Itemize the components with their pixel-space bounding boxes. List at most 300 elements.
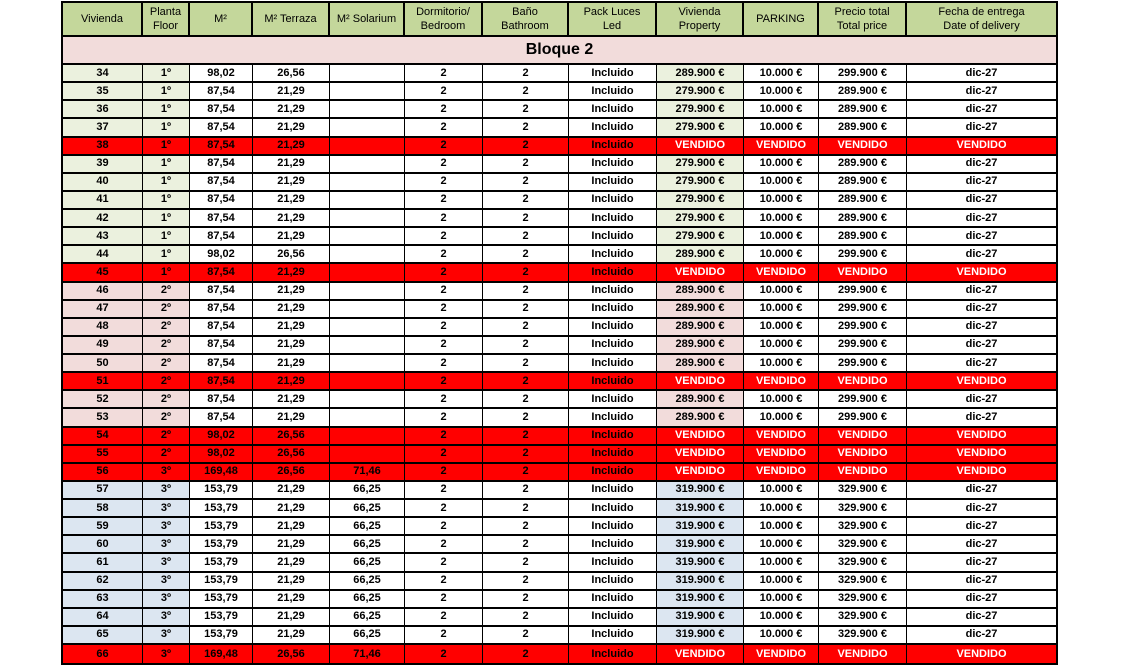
cell-dormitorio: 2 xyxy=(405,645,483,663)
cell-planta-floor: 3º xyxy=(143,482,190,500)
cell-planta-floor: 2º xyxy=(143,301,190,319)
cell-dormitorio: 2 xyxy=(405,319,483,337)
cell-bano: 2 xyxy=(483,283,569,301)
cell-delivery-date: dic-27 xyxy=(907,573,1056,591)
cell-m2-solarium xyxy=(330,138,405,156)
cell-planta-floor: 1º xyxy=(143,83,190,101)
cell-m2: 98,02 xyxy=(190,428,253,446)
cell-dormitorio: 2 xyxy=(405,138,483,156)
cell-bano: 2 xyxy=(483,156,569,174)
cell-pack-luces-led: Incluido xyxy=(569,409,657,427)
cell-property-price: 279.900 € xyxy=(657,192,744,210)
cell-delivery-date: dic-27 xyxy=(907,319,1056,337)
cell-total-price: 329.900 € xyxy=(819,500,907,518)
cell-dormitorio: 2 xyxy=(405,156,483,174)
cell-total-price: 289.900 € xyxy=(819,192,907,210)
cell-m2-solarium xyxy=(330,428,405,446)
cell-total-price: VENDIDO xyxy=(819,464,907,482)
cell-pack-luces-led: Incluido xyxy=(569,228,657,246)
cell-m2: 87,54 xyxy=(190,264,253,282)
cell-dormitorio: 2 xyxy=(405,373,483,391)
cell-m2-terraza: 21,29 xyxy=(253,264,330,282)
cell-property-price: 319.900 € xyxy=(657,482,744,500)
cell-delivery-date: dic-27 xyxy=(907,156,1056,174)
cell-total-price: 329.900 € xyxy=(819,591,907,609)
cell-total-price: 299.900 € xyxy=(819,337,907,355)
cell-m2-solarium: 66,25 xyxy=(330,518,405,536)
cell-m2-terraza: 21,29 xyxy=(253,609,330,627)
table-row xyxy=(63,536,1056,554)
cell-bano: 2 xyxy=(483,409,569,427)
cell-dormitorio: 2 xyxy=(405,119,483,137)
cell-m2-solarium xyxy=(330,101,405,119)
cell-vivienda: 52 xyxy=(63,391,143,409)
cell-m2-terraza: 21,29 xyxy=(253,101,330,119)
cell-m2-terraza: 21,29 xyxy=(253,536,330,554)
cell-m2-solarium xyxy=(330,65,405,83)
cell-delivery-date: dic-27 xyxy=(907,500,1056,518)
table-row xyxy=(63,301,1056,319)
cell-pack-luces-led: Incluido xyxy=(569,627,657,645)
cell-pack-luces-led: Incluido xyxy=(569,464,657,482)
cell-vivienda: 49 xyxy=(63,337,143,355)
cell-m2-solarium xyxy=(330,156,405,174)
cell-dormitorio: 2 xyxy=(405,301,483,319)
cell-m2-terraza: 21,29 xyxy=(253,591,330,609)
cell-vivienda: 39 xyxy=(63,156,143,174)
cell-bano: 2 xyxy=(483,337,569,355)
cell-dormitorio: 2 xyxy=(405,83,483,101)
cell-planta-floor: 2º xyxy=(143,337,190,355)
cell-total-price: 299.900 € xyxy=(819,409,907,427)
cell-delivery-date: dic-27 xyxy=(907,554,1056,572)
cell-planta-floor: 3º xyxy=(143,464,190,482)
cell-property-price: 289.900 € xyxy=(657,301,744,319)
cell-m2-solarium xyxy=(330,246,405,264)
cell-m2: 87,54 xyxy=(190,301,253,319)
cell-delivery-date: dic-27 xyxy=(907,536,1056,554)
table-row xyxy=(63,409,1056,427)
cell-pack-luces-led: Incluido xyxy=(569,138,657,156)
cell-bano: 2 xyxy=(483,627,569,645)
cell-pack-luces-led: Incluido xyxy=(569,591,657,609)
cell-m2-terraza: 21,29 xyxy=(253,283,330,301)
cell-delivery-date: dic-27 xyxy=(907,518,1056,536)
cell-pack-luces-led: Incluido xyxy=(569,156,657,174)
cell-vivienda: 44 xyxy=(63,246,143,264)
cell-bano: 2 xyxy=(483,65,569,83)
cell-parking-price: 10.000 € xyxy=(744,156,819,174)
cell-property-price: 289.900 € xyxy=(657,409,744,427)
table-row xyxy=(63,246,1056,264)
cell-dormitorio: 2 xyxy=(405,446,483,464)
cell-planta-floor: 2º xyxy=(143,409,190,427)
cell-m2-solarium xyxy=(330,192,405,210)
cell-m2: 87,54 xyxy=(190,283,253,301)
cell-planta-floor: 1º xyxy=(143,138,190,156)
cell-pack-luces-led: Incluido xyxy=(569,373,657,391)
cell-dormitorio: 2 xyxy=(405,464,483,482)
cell-property-price: VENDIDO xyxy=(657,264,744,282)
cell-property-price: 279.900 € xyxy=(657,174,744,192)
table-row xyxy=(63,591,1056,609)
cell-total-price: 289.900 € xyxy=(819,174,907,192)
cell-vivienda: 61 xyxy=(63,554,143,572)
cell-parking-price: VENDIDO xyxy=(744,645,819,663)
cell-m2-terraza: 26,56 xyxy=(253,464,330,482)
cell-parking-price: 10.000 € xyxy=(744,482,819,500)
cell-property-price: 319.900 € xyxy=(657,573,744,591)
cell-dormitorio: 2 xyxy=(405,591,483,609)
cell-parking-price: 10.000 € xyxy=(744,536,819,554)
cell-pack-luces-led: Incluido xyxy=(569,482,657,500)
cell-vivienda: 57 xyxy=(63,482,143,500)
table-row xyxy=(63,355,1056,373)
cell-bano: 2 xyxy=(483,301,569,319)
column-header-m2: M² xyxy=(190,3,253,37)
cell-m2-solarium: 66,25 xyxy=(330,500,405,518)
cell-total-price: 329.900 € xyxy=(819,518,907,536)
cell-delivery-date: VENDIDO xyxy=(907,138,1056,156)
table-row xyxy=(63,609,1056,627)
cell-delivery-date: VENDIDO xyxy=(907,373,1056,391)
cell-pack-luces-led: Incluido xyxy=(569,573,657,591)
cell-m2: 87,54 xyxy=(190,156,253,174)
cell-dormitorio: 2 xyxy=(405,174,483,192)
cell-delivery-date: dic-27 xyxy=(907,409,1056,427)
cell-total-price: 299.900 € xyxy=(819,246,907,264)
cell-total-price: VENDIDO xyxy=(819,373,907,391)
cell-total-price: 299.900 € xyxy=(819,283,907,301)
cell-parking-price: 10.000 € xyxy=(744,518,819,536)
cell-property-price: 319.900 € xyxy=(657,591,744,609)
cell-delivery-date: dic-27 xyxy=(907,391,1056,409)
cell-bano: 2 xyxy=(483,246,569,264)
cell-planta-floor: 1º xyxy=(143,264,190,282)
table-row xyxy=(63,138,1056,156)
cell-delivery-date: dic-27 xyxy=(907,301,1056,319)
cell-property-price: 319.900 € xyxy=(657,554,744,572)
cell-property-price: VENDIDO xyxy=(657,373,744,391)
table-row xyxy=(63,210,1056,228)
cell-parking-price: 10.000 € xyxy=(744,409,819,427)
cell-vivienda: 54 xyxy=(63,428,143,446)
cell-pack-luces-led: Incluido xyxy=(569,65,657,83)
column-header-dormitorio: Dormitorio/ Bedroom xyxy=(405,3,483,37)
cell-vivienda: 45 xyxy=(63,264,143,282)
cell-parking-price: 10.000 € xyxy=(744,554,819,572)
cell-vivienda: 41 xyxy=(63,192,143,210)
cell-m2-solarium xyxy=(330,355,405,373)
cell-delivery-date: dic-27 xyxy=(907,192,1056,210)
cell-property-price: 319.900 € xyxy=(657,518,744,536)
cell-m2: 153,79 xyxy=(190,482,253,500)
cell-planta-floor: 2º xyxy=(143,355,190,373)
cell-property-price: VENDIDO xyxy=(657,645,744,663)
cell-bano: 2 xyxy=(483,518,569,536)
cell-parking-price: 10.000 € xyxy=(744,210,819,228)
cell-parking-price: 10.000 € xyxy=(744,301,819,319)
cell-vivienda: 65 xyxy=(63,627,143,645)
cell-planta-floor: 3º xyxy=(143,518,190,536)
cell-dormitorio: 2 xyxy=(405,355,483,373)
cell-vivienda: 66 xyxy=(63,645,143,663)
cell-property-price: 289.900 € xyxy=(657,65,744,83)
cell-m2-solarium xyxy=(330,83,405,101)
cell-pack-luces-led: Incluido xyxy=(569,192,657,210)
cell-vivienda: 64 xyxy=(63,609,143,627)
cell-delivery-date: VENDIDO xyxy=(907,428,1056,446)
cell-pack-luces-led: Incluido xyxy=(569,609,657,627)
cell-dormitorio: 2 xyxy=(405,228,483,246)
cell-vivienda: 35 xyxy=(63,83,143,101)
column-header-total: Precio total Total price xyxy=(819,3,907,37)
cell-m2-solarium: 66,25 xyxy=(330,591,405,609)
cell-property-price: 289.900 € xyxy=(657,283,744,301)
cell-bano: 2 xyxy=(483,83,569,101)
cell-planta-floor: 1º xyxy=(143,65,190,83)
cell-total-price: 299.900 € xyxy=(819,301,907,319)
cell-pack-luces-led: Incluido xyxy=(569,246,657,264)
cell-vivienda: 46 xyxy=(63,283,143,301)
cell-planta-floor: 3º xyxy=(143,645,190,663)
cell-property-price: 289.900 € xyxy=(657,355,744,373)
cell-m2: 87,54 xyxy=(190,319,253,337)
cell-m2-terraza: 21,29 xyxy=(253,301,330,319)
cell-bano: 2 xyxy=(483,228,569,246)
cell-dormitorio: 2 xyxy=(405,428,483,446)
cell-m2: 87,54 xyxy=(190,101,253,119)
cell-m2: 98,02 xyxy=(190,446,253,464)
cell-parking-price: 10.000 € xyxy=(744,192,819,210)
cell-m2-solarium: 66,25 xyxy=(330,554,405,572)
cell-parking-price: 10.000 € xyxy=(744,609,819,627)
cell-delivery-date: dic-27 xyxy=(907,609,1056,627)
cell-property-price: 279.900 € xyxy=(657,156,744,174)
cell-bano: 2 xyxy=(483,101,569,119)
cell-m2-solarium: 71,46 xyxy=(330,464,405,482)
cell-m2-solarium xyxy=(330,174,405,192)
cell-vivienda: 48 xyxy=(63,319,143,337)
cell-parking-price: VENDIDO xyxy=(744,428,819,446)
cell-m2: 153,79 xyxy=(190,609,253,627)
cell-vivienda: 34 xyxy=(63,65,143,83)
cell-planta-floor: 3º xyxy=(143,573,190,591)
cell-dormitorio: 2 xyxy=(405,554,483,572)
table-row xyxy=(63,119,1056,137)
cell-parking-price: 10.000 € xyxy=(744,355,819,373)
cell-planta-floor: 1º xyxy=(143,246,190,264)
cell-m2-solarium: 66,25 xyxy=(330,627,405,645)
cell-delivery-date: dic-27 xyxy=(907,337,1056,355)
cell-property-price: VENDIDO xyxy=(657,464,744,482)
cell-planta-floor: 1º xyxy=(143,174,190,192)
cell-total-price: 329.900 € xyxy=(819,482,907,500)
cell-delivery-date: dic-27 xyxy=(907,174,1056,192)
cell-m2: 153,79 xyxy=(190,591,253,609)
table-row xyxy=(63,319,1056,337)
cell-property-price: 289.900 € xyxy=(657,337,744,355)
column-header-terraza: M² Terraza xyxy=(253,3,330,37)
cell-delivery-date: dic-27 xyxy=(907,101,1056,119)
cell-dormitorio: 2 xyxy=(405,264,483,282)
cell-planta-floor: 2º xyxy=(143,373,190,391)
table-row xyxy=(63,264,1056,282)
cell-delivery-date: VENDIDO xyxy=(907,464,1056,482)
cell-planta-floor: 1º xyxy=(143,192,190,210)
cell-delivery-date: dic-27 xyxy=(907,283,1056,301)
cell-dormitorio: 2 xyxy=(405,573,483,591)
column-header-vivienda: Vivienda xyxy=(63,3,143,37)
cell-total-price: 329.900 € xyxy=(819,627,907,645)
table-row xyxy=(63,156,1056,174)
table-row xyxy=(63,645,1056,663)
cell-parking-price: 10.000 € xyxy=(744,83,819,101)
cell-property-price: 289.900 € xyxy=(657,391,744,409)
cell-m2-terraza: 21,29 xyxy=(253,518,330,536)
cell-delivery-date: dic-27 xyxy=(907,210,1056,228)
cell-parking-price: VENDIDO xyxy=(744,446,819,464)
cell-m2-solarium: 71,46 xyxy=(330,645,405,663)
table-row xyxy=(63,573,1056,591)
cell-total-price: 289.900 € xyxy=(819,156,907,174)
cell-bano: 2 xyxy=(483,609,569,627)
cell-m2-solarium: 66,25 xyxy=(330,573,405,591)
cell-bano: 2 xyxy=(483,645,569,663)
cell-m2-terraza: 26,56 xyxy=(253,446,330,464)
cell-property-price: 319.900 € xyxy=(657,627,744,645)
cell-pack-luces-led: Incluido xyxy=(569,428,657,446)
column-header-pack: Pack Luces Led xyxy=(569,3,657,37)
cell-m2-terraza: 21,29 xyxy=(253,627,330,645)
cell-planta-floor: 1º xyxy=(143,210,190,228)
column-header-fecha: Fecha de entrega Date of delivery xyxy=(907,3,1056,37)
cell-vivienda: 59 xyxy=(63,518,143,536)
cell-delivery-date: VENDIDO xyxy=(907,264,1056,282)
cell-m2-terraza: 21,29 xyxy=(253,554,330,572)
cell-total-price: 329.900 € xyxy=(819,609,907,627)
cell-vivienda: 37 xyxy=(63,119,143,137)
cell-planta-floor: 2º xyxy=(143,391,190,409)
table-row xyxy=(63,446,1056,464)
cell-total-price: 329.900 € xyxy=(819,554,907,572)
cell-m2-solarium xyxy=(330,210,405,228)
cell-dormitorio: 2 xyxy=(405,536,483,554)
table-row xyxy=(63,337,1056,355)
cell-pack-luces-led: Incluido xyxy=(569,283,657,301)
cell-m2-terraza: 21,29 xyxy=(253,337,330,355)
table-row xyxy=(63,65,1056,83)
cell-bano: 2 xyxy=(483,391,569,409)
cell-parking-price: 10.000 € xyxy=(744,500,819,518)
cell-dormitorio: 2 xyxy=(405,65,483,83)
cell-bano: 2 xyxy=(483,500,569,518)
cell-parking-price: VENDIDO xyxy=(744,373,819,391)
cell-dormitorio: 2 xyxy=(405,627,483,645)
cell-delivery-date: dic-27 xyxy=(907,246,1056,264)
cell-pack-luces-led: Incluido xyxy=(569,500,657,518)
cell-total-price: 289.900 € xyxy=(819,210,907,228)
table-row xyxy=(63,500,1056,518)
cell-pack-luces-led: Incluido xyxy=(569,301,657,319)
cell-property-price: 279.900 € xyxy=(657,119,744,137)
cell-total-price: 329.900 € xyxy=(819,573,907,591)
cell-total-price: VENDIDO xyxy=(819,264,907,282)
cell-bano: 2 xyxy=(483,319,569,337)
cell-planta-floor: 2º xyxy=(143,428,190,446)
table-row xyxy=(63,373,1056,391)
cell-parking-price: VENDIDO xyxy=(744,264,819,282)
table-row xyxy=(63,192,1056,210)
cell-bano: 2 xyxy=(483,573,569,591)
cell-bano: 2 xyxy=(483,482,569,500)
cell-m2: 98,02 xyxy=(190,65,253,83)
cell-dormitorio: 2 xyxy=(405,518,483,536)
cell-vivienda: 47 xyxy=(63,301,143,319)
table-row xyxy=(63,627,1056,645)
cell-bano: 2 xyxy=(483,138,569,156)
cell-m2: 87,54 xyxy=(190,138,253,156)
cell-planta-floor: 1º xyxy=(143,119,190,137)
cell-m2-solarium xyxy=(330,264,405,282)
cell-delivery-date: dic-27 xyxy=(907,355,1056,373)
table-row xyxy=(63,83,1056,101)
cell-vivienda: 56 xyxy=(63,464,143,482)
cell-pack-luces-led: Incluido xyxy=(569,119,657,137)
cell-bano: 2 xyxy=(483,446,569,464)
cell-m2-solarium: 66,25 xyxy=(330,482,405,500)
cell-planta-floor: 1º xyxy=(143,101,190,119)
cell-m2: 153,79 xyxy=(190,554,253,572)
cell-dormitorio: 2 xyxy=(405,192,483,210)
cell-pack-luces-led: Incluido xyxy=(569,337,657,355)
cell-bano: 2 xyxy=(483,264,569,282)
cell-m2: 153,79 xyxy=(190,627,253,645)
table-row xyxy=(63,482,1056,500)
cell-parking-price: VENDIDO xyxy=(744,464,819,482)
cell-dormitorio: 2 xyxy=(405,409,483,427)
cell-parking-price: 10.000 € xyxy=(744,246,819,264)
cell-m2-solarium: 66,25 xyxy=(330,609,405,627)
cell-vivienda: 38 xyxy=(63,138,143,156)
cell-parking-price: 10.000 € xyxy=(744,174,819,192)
cell-bano: 2 xyxy=(483,355,569,373)
cell-bano: 2 xyxy=(483,591,569,609)
cell-m2: 153,79 xyxy=(190,518,253,536)
column-header-bano: Baño Bathroom xyxy=(483,3,569,37)
cell-m2-solarium xyxy=(330,409,405,427)
cell-m2: 87,54 xyxy=(190,355,253,373)
cell-parking-price: 10.000 € xyxy=(744,228,819,246)
cell-m2: 87,54 xyxy=(190,210,253,228)
cell-m2-solarium xyxy=(330,446,405,464)
cell-m2-terraza: 26,56 xyxy=(253,246,330,264)
cell-delivery-date: dic-27 xyxy=(907,119,1056,137)
cell-vivienda: 51 xyxy=(63,373,143,391)
cell-planta-floor: 3º xyxy=(143,591,190,609)
cell-planta-floor: 1º xyxy=(143,156,190,174)
cell-total-price: 299.900 € xyxy=(819,319,907,337)
cell-vivienda: 50 xyxy=(63,355,143,373)
cell-m2-terraza: 21,29 xyxy=(253,138,330,156)
cell-property-price: 289.900 € xyxy=(657,319,744,337)
cell-total-price: VENDIDO xyxy=(819,446,907,464)
cell-total-price: 289.900 € xyxy=(819,119,907,137)
cell-m2-terraza: 26,56 xyxy=(253,428,330,446)
cell-property-price: 279.900 € xyxy=(657,228,744,246)
cell-pack-luces-led: Incluido xyxy=(569,554,657,572)
table-header-row xyxy=(63,3,1056,37)
